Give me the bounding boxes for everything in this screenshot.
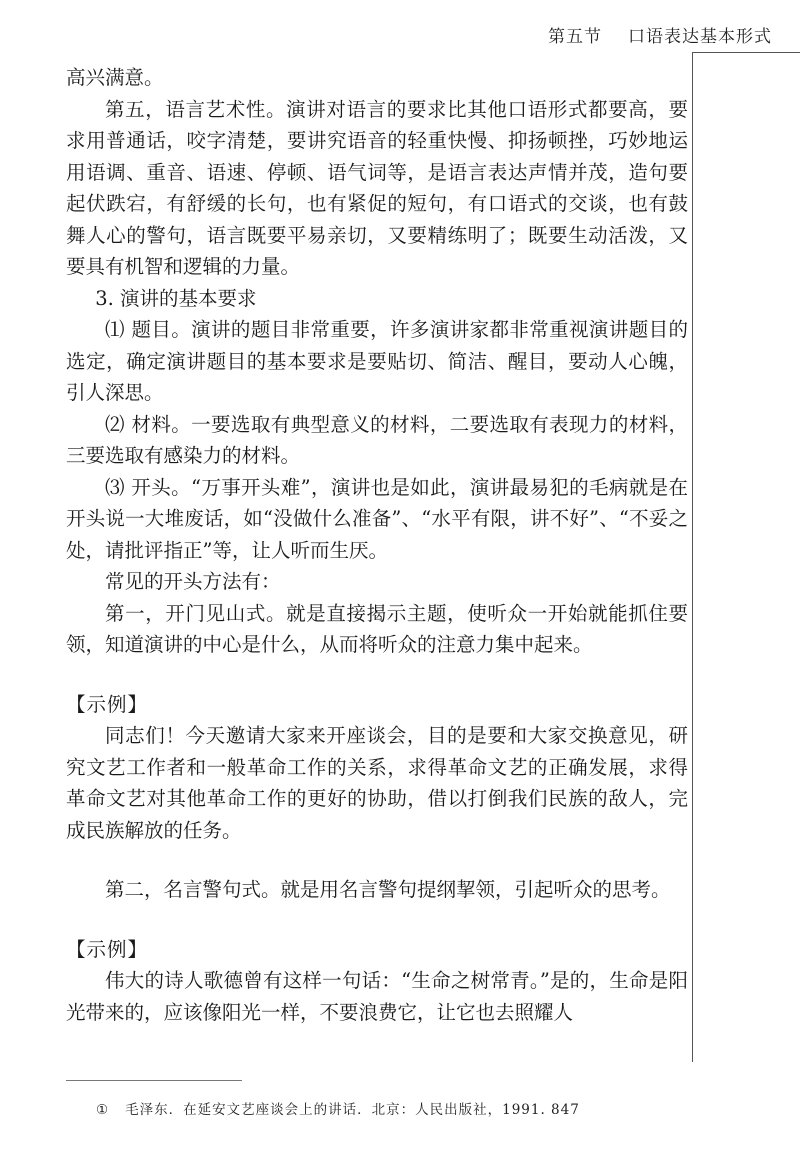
paragraph: 第一，开门见山式。就是直接揭示主题，使听众一开始就能抓住要领，知道演讲的中心是什么，从而将听众的注意力集中起来。 xyxy=(66,601,688,656)
footnote-mark: ① xyxy=(96,1102,110,1118)
header-title: 口语表达基本形式 xyxy=(628,27,772,47)
header-section: 第五节 xyxy=(548,27,602,47)
running-header xyxy=(548,22,772,47)
example-label: 【示例】 xyxy=(66,937,149,961)
footnote-text: 毛泽东．在延安文艺座谈会上的讲话．北京：人民出版社，1991. 847 xyxy=(125,1102,580,1118)
header-rule xyxy=(692,52,800,53)
example-quote: 同志们！今天邀请大家来开座谈会，目的是要和大家交换意见，研究文艺工作者和一般革命工作的关系，求得革命文艺的正确发展，求得革命文艺对其他革命工作的更好的协助，借以打倒我们民族的敌人，完成民族解放的任务。 xyxy=(66,724,688,842)
example-label: 【示例】 xyxy=(66,692,149,716)
footnote xyxy=(96,1098,580,1118)
paragraph: 高兴满意。 xyxy=(66,66,164,89)
example-quote: 伟大的诗人歌德曾有这样一句话：“生命之树常青。”是的，生命是阳光带来的，应该像阳光一样，不要浪费它，让它也去照耀人 xyxy=(66,969,688,1024)
margin-rule xyxy=(692,52,693,1062)
subheading: 3. 演讲的基本要求 xyxy=(95,286,257,310)
paragraph: 常见的开头方法有： xyxy=(105,570,281,593)
paragraph: ⑶ 开头。“万事开头难”，演讲也是如此，演讲最易犯的毛病就是在开头说一大堆废话，如“没做什么准备”、“水平有限，讲不好”、“不妥之处，请批评指正”等，让人听而生厌。 xyxy=(66,475,688,562)
paragraph: ⑴ 题目。演讲的题目非常重要，许多演讲家都非常重视演讲题目的选定，确定演讲题目的基本要求是要贴切、简洁、醒目，要动人心魄，引人深思。 xyxy=(66,318,688,404)
paragraph: ⑵ 材料。一要选取有典型意义的材料，二要选取有表现力的材料，三要选取有感染力的材料。 xyxy=(66,412,688,467)
paragraph: 第五，语言艺术性。演讲对语言的要求比其他口语形式都要高，要求用普通话，咬字清楚，要讲究语音的轻重快慢、抑扬顿挫，巧妙地运用语调、重音、语速、停顿、语气词等，是语言表达声情并茂，造句要起伏跌宕，有舒缓的长句，也有紧促的短句，有口语式的交谈，也有鼓舞人心的警句，语言既要平易亲切，又要精练明了；既要生动活泼，又要具有机智和逻辑的力量。 xyxy=(66,97,688,278)
footnote-rule xyxy=(66,1080,242,1081)
page-body xyxy=(66,62,688,1028)
paragraph: 第二，名言警句式。就是用名言警句提纲挈领，引起听众的思考。 xyxy=(105,878,671,901)
